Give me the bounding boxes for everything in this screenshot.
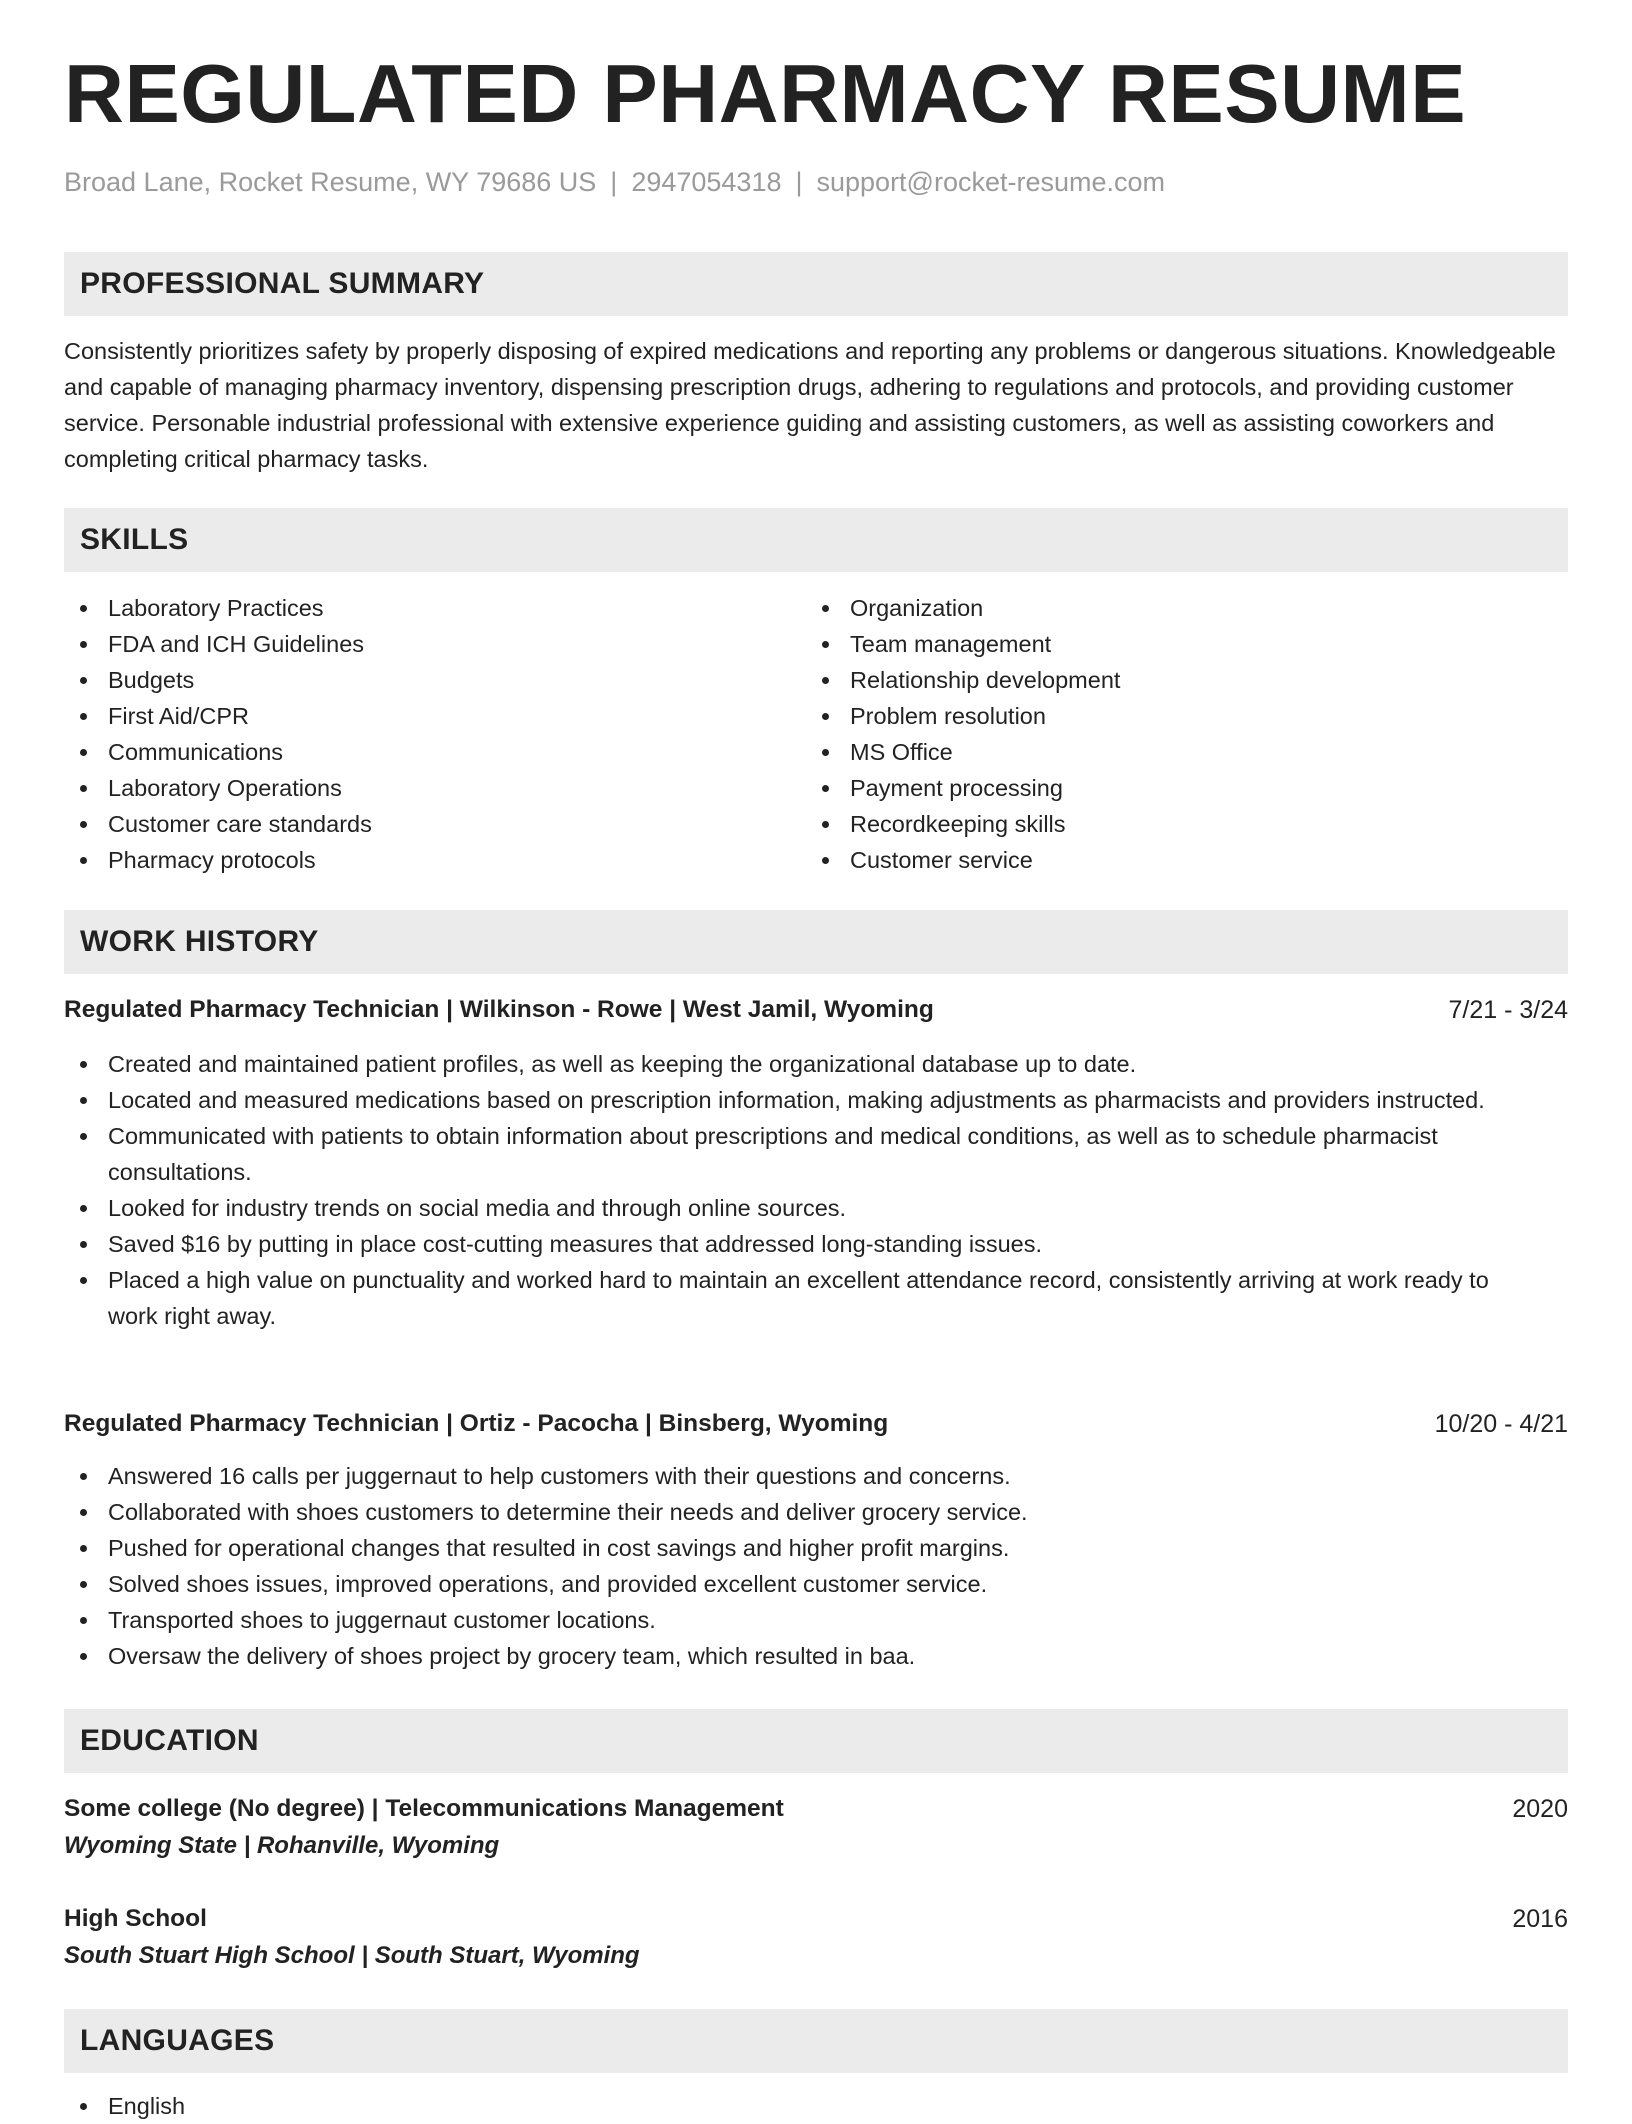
languages-list [64, 2088, 1524, 2124]
skill-item: Communications [64, 734, 372, 770]
education-section-title: EDUCATION [80, 1724, 259, 1757]
skills-list-right [806, 590, 1120, 878]
work-section-title: WORK HISTORY [80, 925, 319, 958]
languages-section-title: LANGUAGES [80, 2024, 275, 2057]
skill-item: Relationship development [806, 662, 1120, 698]
skills-list-left [64, 590, 372, 878]
contact-email: support@rocket-resume.com [816, 167, 1166, 197]
education-section-header [64, 1709, 1568, 1773]
job-bullet: Pushed for operational changes that resulted in cost savings and higher profit margins. [64, 1530, 1524, 1566]
education-year: 2016 [1512, 1905, 1568, 1933]
job-bullets [64, 1458, 1524, 1674]
skill-item: Recordkeeping skills [806, 806, 1120, 842]
job-dates: 7/21 - 3/24 [1448, 996, 1568, 1024]
job-bullet: Collaborated with shoes customers to determine their needs and deliver grocery service. [64, 1494, 1524, 1530]
skill-item: MS Office [806, 734, 1120, 770]
skill-item: FDA and ICH Guidelines [64, 626, 372, 662]
summary-text: Consistently prioritizes safety by properly disposing of expired medications and reporting any problems or dangerous situations. Knowledgeable and capable of managing pharmacy inventory, dispensing prescription drugs, adhering to regulations and protocols, and providing customer service. Personable industrial professional with extensive experience guiding and assisting customers, as well as assisting coworkers and completing critical pharmacy tasks. [64, 338, 1556, 472]
job-heading [64, 992, 1568, 1028]
skill-item: Customer service [806, 842, 1120, 878]
job-title: Regulated Pharmacy Technician | Ortiz - Pacocha | Binsberg, Wyoming [64, 1410, 889, 1437]
education-year: 2020 [1512, 1795, 1568, 1823]
summary-section-header [64, 252, 1568, 316]
job-heading [64, 1406, 1568, 1442]
contact-separator: | [795, 167, 803, 197]
job-bullet: Transported shoes to juggernaut customer locations. [64, 1602, 1524, 1638]
job-bullet: Saved $16 by putting in place cost-cutting measures that addressed long-standing issues. [64, 1226, 1524, 1262]
languages-section-header [64, 2009, 1568, 2073]
skill-item: Laboratory Practices [64, 590, 372, 626]
skill-item: Pharmacy protocols [64, 842, 372, 878]
contact-phone: 2947054318 [631, 167, 782, 197]
job-bullet: Communicated with patients to obtain information about prescriptions and medical conditions, as well as to schedule pharmacist consultations. [64, 1118, 1524, 1190]
skill-item: First Aid/CPR [64, 698, 372, 734]
skill-item: Laboratory Operations [64, 770, 372, 806]
education-heading [64, 1791, 1568, 1827]
work-section-header [64, 910, 1568, 974]
contact-separator: | [610, 167, 618, 197]
skills-section-header [64, 508, 1568, 572]
job-bullet: Looked for industry trends on social media and through online sources. [64, 1190, 1524, 1226]
job-bullet: Oversaw the delivery of shoes project by grocery team, which resulted in baa. [64, 1638, 1524, 1674]
education-degree: High School [64, 1905, 207, 1932]
job-dates: 10/20 - 4/21 [1434, 1410, 1568, 1438]
contact-line [64, 167, 1165, 198]
language-item: English [64, 2088, 1524, 2124]
job-bullets [64, 1046, 1524, 1334]
skill-item: Organization [806, 590, 1120, 626]
job-bullet: Answered 16 calls per juggernaut to help customers with their questions and concerns. [64, 1458, 1524, 1494]
skill-item: Problem resolution [806, 698, 1120, 734]
contact-address: Broad Lane, Rocket Resume, WY 79686 US [64, 167, 597, 197]
education-degree: Some college (No degree) | Telecommunications Management [64, 1795, 784, 1822]
job-bullet: Created and maintained patient profiles, as well as keeping the organizational database up to date. [64, 1046, 1524, 1082]
education-school: Wyoming State | Rohanville, Wyoming [64, 1832, 500, 1859]
education-school: South Stuart High School | South Stuart, Wyoming [64, 1942, 640, 1969]
job-bullet: Solved shoes issues, improved operations, and provided excellent customer service. [64, 1566, 1524, 1602]
skill-item: Budgets [64, 662, 372, 698]
skills-section-title: SKILLS [80, 523, 189, 556]
skill-item: Customer care standards [64, 806, 372, 842]
job-title: Regulated Pharmacy Technician | Wilkinson - Rowe | West Jamil, Wyoming [64, 996, 934, 1023]
job-bullet: Located and measured medications based on prescription information, making adjustments as pharmacists and providers instructed. [64, 1082, 1524, 1118]
job-bullet: Placed a high value on punctuality and worked hard to maintain an excellent attendance record, consistently arriving at work ready to work right away. [64, 1262, 1524, 1334]
summary-section-title: PROFESSIONAL SUMMARY [80, 267, 485, 300]
education-heading [64, 1901, 1568, 1937]
skill-item: Payment processing [806, 770, 1120, 806]
resume-name: REGULATED PHARMACY RESUME [64, 47, 1467, 140]
skill-item: Team management [806, 626, 1120, 662]
